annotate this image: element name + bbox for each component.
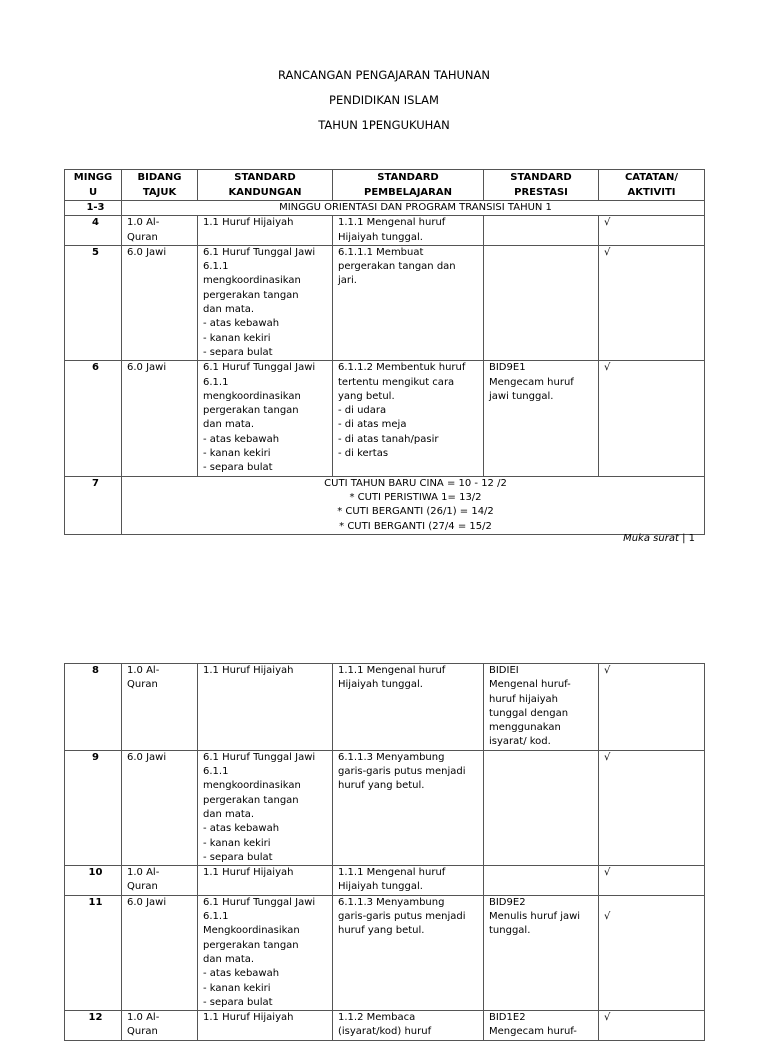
standard-prestasi-cell xyxy=(484,361,599,476)
cell-line: BIDIEI xyxy=(489,665,519,676)
cell-line: 6.1 Huruf Tunggal Jawi xyxy=(203,362,316,374)
standard-prestasi-cell xyxy=(484,664,599,751)
cell-line: - di kertas xyxy=(338,448,389,460)
bidang-tajuk-cell xyxy=(122,216,198,246)
span-note-cell xyxy=(122,201,705,216)
cell-line: menggunakan xyxy=(489,722,561,734)
catatan-cell xyxy=(599,216,705,246)
table-row xyxy=(65,216,705,246)
week-cell: 12 xyxy=(65,1011,122,1041)
cell-line: 6.1.1.3 Menyambung xyxy=(338,896,445,908)
cell-line: Hijaiyah tunggal. xyxy=(338,679,423,691)
table-row xyxy=(65,866,705,896)
standard-prestasi-cell xyxy=(484,216,599,246)
checkmark: √ xyxy=(604,217,611,229)
header-catatan-aktiviti: CATATAN/ AKTIVITI xyxy=(599,170,705,201)
cell-line: 6.1 Huruf Tunggal Jawi xyxy=(203,896,316,908)
standard-pembelajaran-cell xyxy=(333,895,484,1010)
bidang-tajuk-cell xyxy=(122,866,198,896)
standard-pembelajaran-cell xyxy=(333,750,484,865)
cell-line: Mengecam huruf xyxy=(489,376,574,388)
checkmark: √ xyxy=(604,911,611,923)
standard-pembelajaran-cell xyxy=(333,866,484,896)
cell-line: (isyarat/kod) huruf xyxy=(338,1026,432,1038)
cell-line: tunggal. xyxy=(489,925,531,937)
cell-line: Quran xyxy=(127,231,158,243)
bidang-tajuk-cell xyxy=(122,750,198,865)
document-page-2 xyxy=(0,652,768,1038)
cell-line: - kanan kekiri xyxy=(203,837,271,849)
table-row xyxy=(65,245,705,360)
table-row xyxy=(65,664,705,751)
week-cell: 4 xyxy=(65,216,122,246)
cell-line: * CUTI PERISTIWA 1= 13/2 xyxy=(349,491,482,503)
cell-line: 6.0 Jawi xyxy=(127,751,167,763)
standard-pembelajaran-cell xyxy=(333,664,484,751)
cell-line: - atas kebawah xyxy=(203,968,280,980)
standard-pembelajaran-cell xyxy=(333,361,484,476)
cell-line: 1.1 Huruf Hijaiyah xyxy=(203,867,294,879)
catatan-cell xyxy=(599,361,705,476)
week-cell: 8 xyxy=(65,664,122,751)
footer-page-number: 1 xyxy=(688,533,695,544)
standard-kandungan-cell xyxy=(198,245,333,360)
standard-kandungan-cell xyxy=(198,216,333,246)
cell-line: BID9E1 xyxy=(489,362,526,374)
cell-line: 1.0 Al- xyxy=(127,217,160,229)
cell-line: jari. xyxy=(338,275,357,287)
standard-kandungan-cell xyxy=(198,750,333,865)
cell-line: 1.0 Al- xyxy=(127,665,160,676)
checkmark: √ xyxy=(604,751,611,763)
document-title: RANCANGAN PENGAJARAN TAHUNAN xyxy=(278,68,490,82)
cell-line: * CUTI BERGANTI (27/4 = 15/2 xyxy=(339,520,492,532)
cell-line: huruf hijaiyah xyxy=(489,693,559,705)
cell-line: 6.1.1.2 Membentuk huruf xyxy=(338,362,466,374)
cell-line: mengkoordinasikan xyxy=(203,780,301,792)
cell-line: dan mata. xyxy=(203,808,255,820)
cell-line: huruf yang betul. xyxy=(338,925,425,937)
standard-kandungan-cell xyxy=(198,866,333,896)
week-cell: 6 xyxy=(65,361,122,476)
cell-line: 6.1 Huruf Tunggal Jawi xyxy=(203,751,316,763)
document-subject: PENDIDIKAN ISLAM xyxy=(329,93,439,107)
catatan-cell xyxy=(599,866,705,896)
cell-line: pergerakan tangan xyxy=(203,794,299,806)
cell-line: pergerakan tangan xyxy=(203,939,299,951)
cell-line: Quran xyxy=(127,679,158,691)
catatan-cell xyxy=(599,245,705,360)
cell-line: - separa bulat xyxy=(203,462,273,474)
table-header-row xyxy=(65,170,705,201)
checkmark: √ xyxy=(604,867,611,879)
bidang-tajuk-cell xyxy=(122,664,198,751)
cell-line: pergerakan tangan xyxy=(203,289,299,301)
cell-line: jawi tunggal. xyxy=(489,390,554,402)
cell-line: - kanan kekiri xyxy=(203,448,271,460)
cell-line: pergerakan tangan dan xyxy=(338,261,456,273)
cell-line: 1.0 Al- xyxy=(127,1012,160,1024)
cell-line: 1.1 Huruf Hijaiyah xyxy=(203,217,294,229)
cell-line: huruf yang betul. xyxy=(338,780,425,792)
span-note-cell xyxy=(122,476,705,534)
cell-line: BID9E2 xyxy=(489,896,526,908)
cell-line: garis-garis putus menjadi xyxy=(338,911,466,923)
table-row xyxy=(65,476,705,534)
cell-line: 6.1.1.3 Menyambung xyxy=(338,751,445,763)
cell-line: 6.0 Jawi xyxy=(127,246,167,258)
footer-label: Muka surat xyxy=(623,533,679,544)
cell-line: - di atas tanah/pasir xyxy=(338,433,439,445)
standard-kandungan-cell xyxy=(198,664,333,751)
cell-line: Quran xyxy=(127,1026,158,1038)
cell-line: yang betul. xyxy=(338,390,395,402)
cell-line: 1.0 Al- xyxy=(127,867,160,879)
week-cell: 7 xyxy=(65,476,122,534)
cell-line: - atas kebawah xyxy=(203,318,280,330)
header-minggu: MINGG U xyxy=(65,170,122,201)
cell-line: - separa bulat xyxy=(203,996,273,1008)
catatan-cell xyxy=(599,895,705,1010)
standard-kandungan-cell xyxy=(198,1011,333,1041)
lesson-plan-table-page-2 xyxy=(64,663,705,1041)
cell-line: tunggal dengan xyxy=(489,707,569,719)
table-row xyxy=(65,895,705,1010)
lesson-plan-table-page-1 xyxy=(64,169,705,535)
week-cell: 9 xyxy=(65,750,122,865)
checkmark: √ xyxy=(604,362,611,374)
document-year: TAHUN 1PENGUKUHAN xyxy=(318,118,450,132)
header-standard-pembelajaran: STANDARD PEMBELAJARAN xyxy=(333,170,484,201)
standard-pembelajaran-cell xyxy=(333,245,484,360)
week-cell: 11 xyxy=(65,895,122,1010)
cell-line: Mengenal huruf- xyxy=(489,679,571,691)
standard-prestasi-cell xyxy=(484,245,599,360)
cell-line: - atas kebawah xyxy=(203,433,280,445)
cell-line: - separa bulat xyxy=(203,851,273,863)
catatan-cell xyxy=(599,750,705,865)
cell-line: dan mata. xyxy=(203,419,255,431)
cell-line: Hijaiyah tunggal. xyxy=(338,231,423,243)
cell-line: dan mata. xyxy=(203,953,255,965)
cell-line: 6.1.1 xyxy=(203,261,229,273)
standard-kandungan-cell xyxy=(198,895,333,1010)
cell-line: - separa bulat xyxy=(203,346,273,358)
cell-line: Quran xyxy=(127,881,158,893)
bidang-tajuk-cell xyxy=(122,1011,198,1041)
checkmark: √ xyxy=(604,1012,611,1024)
cell-line: 6.0 Jawi xyxy=(127,362,167,374)
cell-line: 1.1.1 Mengenal huruf xyxy=(338,217,446,229)
cell-line: Menulis huruf jawi xyxy=(489,911,581,923)
standard-pembelajaran-cell xyxy=(333,1011,484,1041)
page-gap xyxy=(0,600,768,652)
cell-line: 6.1.1 xyxy=(203,376,229,388)
standard-prestasi-cell xyxy=(484,1011,599,1041)
week-cell: 5 xyxy=(65,245,122,360)
standard-prestasi-cell xyxy=(484,750,599,865)
checkmark: √ xyxy=(604,665,611,676)
cell-line: BID1E2 xyxy=(489,1012,526,1024)
cell-line: 6.0 Jawi xyxy=(127,896,167,908)
standard-pembelajaran-cell xyxy=(333,216,484,246)
cell-line: MINGGU ORIENTASI DAN PROGRAM TRANSISI TAHUN 1 xyxy=(279,202,552,213)
header-standard-prestasi: STANDARD PRESTASI xyxy=(484,170,599,201)
standard-kandungan-cell xyxy=(198,361,333,476)
week-cell: 1-3 xyxy=(65,201,122,216)
bidang-tajuk-cell xyxy=(122,895,198,1010)
bidang-tajuk-cell xyxy=(122,245,198,360)
cell-line: - di udara xyxy=(338,405,387,417)
header-bidang-tajuk: BIDANG TAJUK xyxy=(122,170,198,201)
cell-line: garis-garis putus menjadi xyxy=(338,766,466,778)
checkmark: √ xyxy=(604,246,611,258)
cell-line: - di atas meja xyxy=(338,419,407,431)
cell-line: - kanan kekiri xyxy=(203,332,271,344)
standard-prestasi-cell xyxy=(484,895,599,1010)
cell-line: 1.1.2 Membaca xyxy=(338,1012,416,1024)
cell-line: isyarat/ kod. xyxy=(489,736,551,748)
cell-line: 1.1 Huruf Hijaiyah xyxy=(203,665,294,676)
table-row xyxy=(65,201,705,216)
cell-line: Mengkoordinasikan xyxy=(203,925,300,937)
cell-line: mengkoordinasikan xyxy=(203,275,301,287)
cell-line: Mengecam huruf- xyxy=(489,1026,577,1038)
cell-line: CUTI TAHUN BARU CINA = 10 - 12 /2 xyxy=(324,477,507,489)
cell-line: 6.1.1.1 Membuat xyxy=(338,246,424,258)
header-standard-kandungan: STANDARD KANDUNGAN xyxy=(198,170,333,201)
bidang-tajuk-cell xyxy=(122,361,198,476)
week-cell: 10 xyxy=(65,866,122,896)
cell-line: 1.1.1 Mengenal huruf xyxy=(338,665,446,676)
cell-line: 6.1.1 xyxy=(203,766,229,778)
cell-line: 6.1 Huruf Tunggal Jawi xyxy=(203,246,316,258)
cell-line: - kanan kekiri xyxy=(203,982,271,994)
cell-line: dan mata. xyxy=(203,304,255,316)
cell-line: - atas kebawah xyxy=(203,823,280,835)
cell-line: * CUTI BERGANTI (26/1) = 14/2 xyxy=(337,506,494,518)
footer-separator: | xyxy=(682,533,686,544)
table-row xyxy=(65,1011,705,1041)
cell-line: tertentu mengikut cara xyxy=(338,376,455,388)
table-row xyxy=(65,361,705,476)
standard-prestasi-cell xyxy=(484,866,599,896)
cell-line: 1.1.1 Mengenal huruf xyxy=(338,867,446,879)
catatan-cell xyxy=(599,664,705,751)
cell-line: pergerakan tangan xyxy=(203,405,299,417)
catatan-cell xyxy=(599,1011,705,1041)
cell-line: Hijaiyah tunggal. xyxy=(338,881,423,893)
cell-line: 1.1 Huruf Hijaiyah xyxy=(203,1012,294,1024)
cell-line: mengkoordinasikan xyxy=(203,390,301,402)
table-row xyxy=(65,750,705,865)
cell-line: 6.1.1 xyxy=(203,911,229,923)
page-footer xyxy=(623,533,695,544)
